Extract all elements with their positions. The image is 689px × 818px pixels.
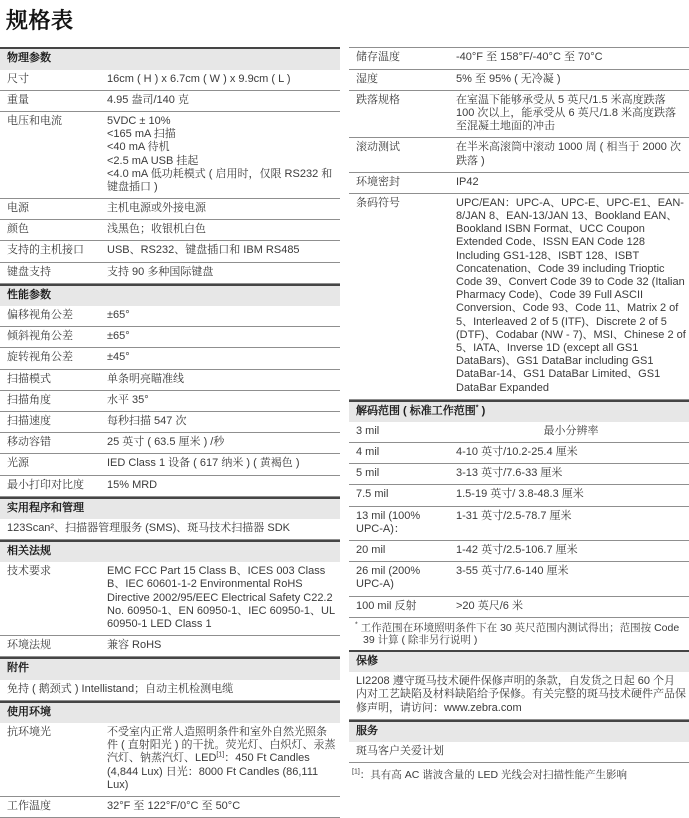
spec-row (0, 306, 340, 327)
spec-row (349, 47, 689, 69)
spec-row-value: 5VDC ± 10% <165 mA 扫描 <40 mA 待机 <2.5 mA USB 挂起 <4.0 mA 低功耗模式 ( 启用时，仅限 RS232 和键盘插口 ) (107, 114, 333, 193)
section-header: 性能参数 (0, 284, 340, 306)
spec-row-label: 移动容错 (7, 436, 51, 449)
spec-row-value: EMC FCC Part 15 Class B、ICES 003 Class B、IEC 60601-1-2 Environmental RoHS Directive 2002/95/EEC Electrical Safety C22.2 No. 60950-1、EN 60950-1、IEC 60950-1、UL 60950-1 LED Class 1 (107, 565, 335, 631)
spec-row (0, 562, 340, 636)
spec-row-value: 支持 90 多种国际键盘 (107, 265, 214, 278)
spec-row (349, 507, 689, 541)
spec-row-value: 单条明亮瞄准线 (107, 372, 184, 385)
table-note: * 工作范围在环境照明条件下在 30 英尺范围内测试得出；范围按 Code 39 计算 ( 除非另行说明 ) (355, 621, 680, 647)
spec-row-label: 尺寸 (7, 72, 29, 85)
spec-row-label: 4 mil (356, 446, 380, 459)
spec-row-value: 主机电源或外接电源 (107, 202, 206, 215)
spec-row-value: 兼容 RoHS (107, 639, 162, 652)
spec-row-label: 扫描角度 (7, 393, 51, 406)
spec-row-label: 滚动测试 (356, 141, 400, 154)
spec-row (0, 412, 340, 433)
spec-row-label: 旋转视角公差 (7, 351, 73, 364)
section-header: 物理参数 (0, 47, 340, 69)
spec-row-value: 16cm ( H ) x 6.7cm ( W ) x 9.9cm ( L ) (107, 72, 291, 85)
spec-row-label: 扫描模式 (7, 372, 51, 385)
spec-full-row: 123Scan²、扫描器管理服务 (SMS)、斑马技术扫描器 SDK (0, 519, 340, 540)
spec-row-label: 工作温度 (7, 799, 51, 812)
spec-row-value: 每秒扫描 547 次 (107, 414, 187, 427)
spec-row-label: 扫描速度 (7, 414, 51, 427)
spec-row-label: 条码符号 (356, 196, 400, 209)
spec-row-value: 5% 至 95% ( 无冷凝 ) (456, 72, 561, 85)
spec-row-value: 在半米高滚筒中滚动 1000 周 ( 相当于 2000 次跌落 ) (456, 141, 681, 167)
spec-row (349, 464, 689, 485)
spec-row-label: 光源 (7, 457, 29, 470)
spec-row (0, 263, 340, 284)
spec-row-label: 颜色 (7, 223, 29, 236)
spec-row (0, 327, 340, 348)
spec-row-label: 电压和电流 (7, 114, 62, 127)
section-header: 相关法规 (0, 540, 340, 562)
page-title: 规格表 (6, 8, 74, 33)
spec-row (349, 138, 689, 172)
left-column (0, 47, 340, 818)
spec-row-value: ±45° (107, 351, 130, 364)
spec-row (0, 391, 340, 412)
spec-row-label: 26 mil (200% UPC-A) (356, 565, 421, 591)
spec-row-value: 15% MRD (107, 478, 158, 491)
spec-row-label: 20 mil (356, 544, 386, 557)
spec-row-value: 不受室内正常人造照明条件和室外自然光照条件 ( 直射阳光 ) 的干扰。荧光灯、白炽灯、汞蒸汽灯、钠蒸汽灯、LED[1]：450 Ft Candles (4,844 Lux) 日光：8000 Ft Candles (86,111 Lux) (107, 725, 336, 791)
spec-row-label: 技术要求 (7, 565, 51, 578)
spec-row-label: 储存温度 (356, 51, 400, 64)
section-header: 使用环境 (0, 701, 340, 723)
spec-row (349, 422, 689, 443)
spec-row-label: 100 mil 反射 (356, 599, 417, 612)
spec-row (0, 476, 340, 497)
page-footnote: [1]：具有高 AC 谐波含量的 LED 光线会对扫描性能产生影响 (352, 768, 627, 782)
spec-row-label: 湿度 (356, 72, 378, 85)
spec-row-label: 重量 (7, 93, 29, 106)
spec-row-value: IP42 (456, 175, 479, 188)
section-header: 保修 (349, 650, 689, 672)
spec-row-label: 13 mil (100% UPC-A)： (356, 509, 421, 535)
spec-row-label: 环境法规 (7, 639, 51, 652)
spec-row (0, 370, 340, 391)
spec-row-value: 4.95 盎司/140 克 (107, 93, 189, 106)
spec-row (0, 636, 340, 657)
spec-row (349, 194, 689, 400)
spec-full-row: LI2208 遵守斑马技术硬件保修声明的条款，自发货之日起 60 个月内对工艺缺陷及材料缺陷给予保修。有关完整的斑马技术硬件产品保修声明，请访问：www.zebra.com (349, 672, 689, 720)
spec-row (349, 597, 689, 618)
spec-row-value: 在室温下能够承受从 5 英尺/1.5 米高度跌落 100 次以上，能承受从 6 英尺/1.8 米高度跌落至混凝土地面的冲击 (456, 93, 677, 133)
spec-columns (0, 47, 689, 818)
spec-row-label: 3 mil (356, 424, 380, 437)
spec-row (349, 541, 689, 562)
spec-row-value: USB、RS232、键盘插口和 IBM RS485 (107, 244, 300, 257)
spec-full-row: 免持 ( 鹅颈式 ) Intellistand；自动主机检测电缆 (0, 680, 340, 701)
spec-row-value: IED Class 1 设备 ( 617 纳米 ) ( 黄褐色 ) (107, 457, 300, 470)
spec-row (0, 91, 340, 112)
spec-row-value: 1-31 英寸/2.5-78.7 厘米 (456, 509, 572, 522)
right-column (349, 47, 689, 784)
spec-row-value: 32°F 至 122°F/0°C 至 50°C (107, 799, 241, 812)
spec-row (0, 199, 340, 220)
spec-row-value: UPC/EAN：UPC-A、UPC-E、UPC-E1、EAN-8/JAN 8、EAN-13/JAN 13、Bookland EAN、Bookland ISBN Format、UCC Coupon Extended Code、ISSN EAN Code 128 Including GS1-128、ISBT 128、ISBT Concatenation、Code 39 including Trioptic Code 39、Convert Code 39 to Code 32 (Italian Pharmacy Code)、Code 39 Full ASCII Conversion、Code 93、Code 11、Matrix 2 of 5、Interleaved 2 of 5 (ITF)、Discrete 2 of 5 (DTF)、Codabar (NW - 7)、MSI、Chinese 2 of 5、IATA、Inverse 1D (except all GS1 DataBars)、GS1 DataBar including GS1 DataBar-14、GS1 DataBar Limited、GS1 DataBar Expanded (456, 196, 686, 394)
spec-row-value: 3-55 英寸/7.6-140 厘米 (456, 565, 569, 578)
spec-row (0, 454, 340, 475)
spec-row-value: >20 英尺/6 米 (456, 599, 523, 612)
spec-row-label: 最小打印对比度 (7, 478, 84, 491)
spec-row-value: 1-42 英寸/2.5-106.7 厘米 (456, 544, 578, 557)
spec-row (349, 485, 689, 506)
spec-row-label: 环境密封 (356, 175, 400, 188)
section-header: 实用程序和管理 (0, 497, 340, 519)
spec-row-value: 25 英寸 ( 63.5 厘米 ) /秒 (107, 436, 225, 449)
spec-full-row: 斑马客户关爱计划 (349, 742, 689, 763)
spec-row (349, 70, 689, 91)
spec-row (0, 112, 340, 199)
spec-row-value: 水平 35° (107, 393, 149, 406)
spec-row (0, 220, 340, 241)
spec-row (0, 348, 340, 369)
spec-row-label: 5 mil (356, 467, 380, 480)
spec-row (349, 443, 689, 464)
spec-row (349, 91, 689, 139)
spec-row (0, 241, 340, 262)
spec-row-label: 电源 (7, 202, 29, 215)
spec-row-label: 偏移视角公差 (7, 309, 73, 322)
spec-row (0, 723, 340, 797)
spec-row-value: 最小分辨率 (543, 424, 599, 437)
section-header: 附件 (0, 657, 340, 679)
spec-row-value: ±65° (107, 330, 130, 343)
section-header: 服务 (349, 720, 689, 742)
spec-row (0, 433, 340, 454)
section-header: 解码范围 ( 标准工作范围* ) (349, 400, 689, 422)
spec-row-label: 倾斜视角公差 (7, 330, 73, 343)
spec-row (0, 797, 340, 818)
spec-row-value: ±65° (107, 309, 130, 322)
spec-row-label: 跌落规格 (356, 93, 400, 106)
spec-row-label: 7.5 mil (356, 488, 389, 501)
spec-row (0, 70, 340, 91)
spec-row-label: 键盘支持 (7, 265, 51, 278)
spec-row-value: 3-13 英寸/7.6-33 厘米 (456, 467, 563, 480)
spec-row (349, 173, 689, 194)
spec-row (349, 562, 689, 596)
spec-row-value: 1.5-19 英寸/ 3.8-48.3 厘米 (456, 488, 584, 501)
spec-row-value: -40°F 至 158°F/-40°C 至 70°C (456, 51, 603, 64)
spec-row-label: 抗环境光 (7, 725, 51, 738)
spec-row-label: 支持的主机接口 (7, 244, 84, 257)
spec-row-value: 浅黑色；收银机白色 (107, 223, 206, 236)
spec-row-value: 4-10 英寸/10.2-25.4 厘米 (456, 446, 578, 459)
